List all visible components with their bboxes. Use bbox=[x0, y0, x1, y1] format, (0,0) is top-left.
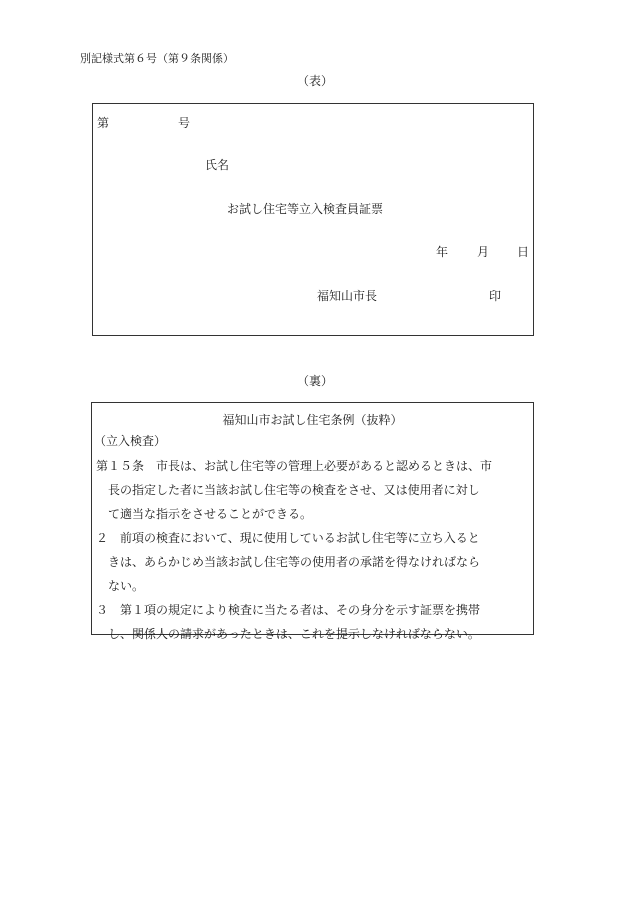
back-side-label: （裏） bbox=[296, 374, 333, 388]
front-card bbox=[92, 103, 534, 336]
day-label: 日 bbox=[517, 245, 530, 259]
article-line: ない。 bbox=[108, 579, 145, 593]
seal-mark: 印 bbox=[489, 289, 502, 303]
article-line: ３ 第１項の規定により検査に当たる者は、その身分を示す証票を携帯 bbox=[96, 603, 481, 617]
card-title: お試し住宅等立入検査員証票 bbox=[227, 202, 384, 216]
front-side-label: （表） bbox=[296, 74, 333, 88]
year-label: 年 bbox=[436, 245, 449, 259]
article-line: きは、あらかじめ当該お試し住宅等の使用者の承諾を得なければなら bbox=[108, 555, 481, 569]
article-line: 第１５条 市長は、お試し住宅等の管理上必要があると認めるときは、市 bbox=[96, 459, 493, 473]
article-line: て適当な指示をさせることができる。 bbox=[108, 507, 313, 521]
article-line: 長の指定した者に当該お試し住宅等の検査をさせ、又は使用者に対し bbox=[108, 483, 480, 497]
section-heading: （立入検査） bbox=[94, 434, 167, 448]
number-prefix: 第 bbox=[97, 116, 110, 130]
back-card bbox=[91, 402, 534, 641]
form-number-header: 別記様式第６号（第９条関係） bbox=[80, 52, 234, 65]
ordinance-title: 福知山市お試し住宅条例（抜粋） bbox=[222, 413, 403, 427]
name-label: 氏名 bbox=[205, 158, 230, 172]
article-line: ２ 前項の検査において、現に使用しているお試し住宅等に立ち入ると bbox=[96, 531, 480, 545]
article-line: し、関係人の請求があったときは、これを提示しなければならない。 bbox=[108, 627, 480, 641]
issuer-name: 福知山市長 bbox=[317, 289, 378, 303]
number-suffix: 号 bbox=[178, 116, 191, 130]
month-label: 月 bbox=[477, 245, 490, 259]
